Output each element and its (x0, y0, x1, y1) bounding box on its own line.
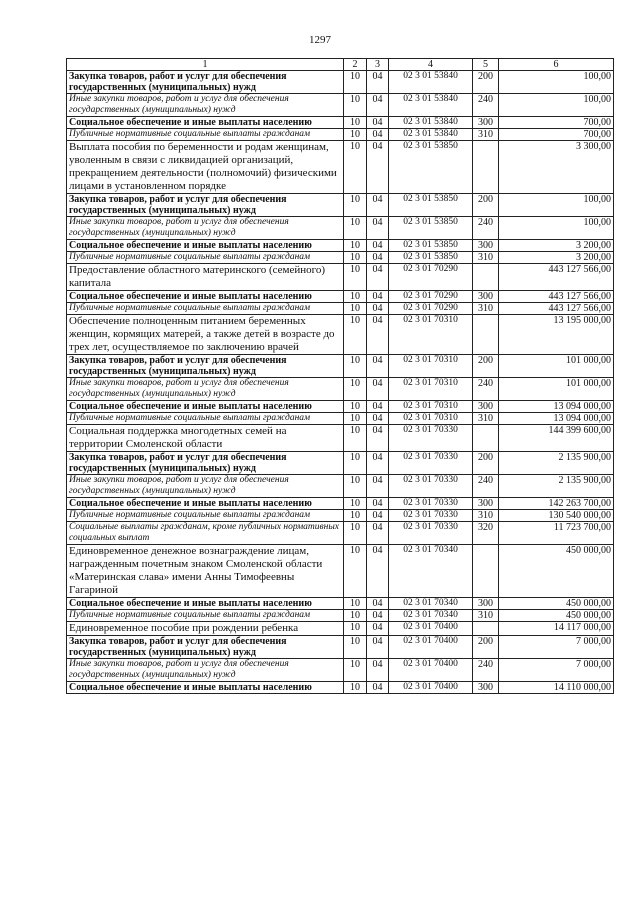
cell-target-article: 02 3 01 70330 (389, 425, 473, 452)
cell-name: Социальное обеспечение и иные выплаты населению (67, 498, 344, 510)
cell-name: Закупка товаров, работ и услуг для обеспечения государственных (муниципальных) нужд (67, 71, 344, 94)
cell-expense-type: 200 (473, 355, 499, 378)
cell-subsection: 04 (367, 522, 389, 545)
cell-target-article: 02 3 01 53840 (389, 71, 473, 94)
cell-expense-type: 310 (473, 610, 499, 622)
cell-subsection: 04 (367, 264, 389, 291)
cell-amount: 2 135 900,00 (499, 452, 614, 475)
table-row (67, 498, 614, 510)
cell-target-article: 02 3 01 53850 (389, 252, 473, 264)
table-row (67, 659, 614, 682)
header-cell: 1 (67, 59, 344, 71)
cell-section: 10 (344, 252, 367, 264)
table-row (67, 425, 614, 452)
table-row (67, 636, 614, 659)
cell-subsection: 04 (367, 401, 389, 413)
table-row (67, 240, 614, 252)
cell-expense-type: 240 (473, 659, 499, 682)
table-row (67, 682, 614, 694)
cell-target-article: 02 3 01 53850 (389, 194, 473, 217)
cell-name: Социальная поддержка многодетных семей на территории Смоленской области (67, 425, 344, 452)
cell-section: 10 (344, 659, 367, 682)
cell-expense-type: 200 (473, 452, 499, 475)
cell-amount: 450 000,00 (499, 598, 614, 610)
cell-amount: 2 135 900,00 (499, 475, 614, 498)
cell-subsection: 04 (367, 545, 389, 598)
table-row (67, 413, 614, 425)
cell-amount: 3 300,00 (499, 141, 614, 194)
table-row (67, 522, 614, 545)
cell-amount: 3 200,00 (499, 240, 614, 252)
cell-amount: 100,00 (499, 217, 614, 240)
header-cell: 4 (389, 59, 473, 71)
cell-section: 10 (344, 682, 367, 694)
cell-name: Иные закупки товаров, работ и услуг для обеспечения государственных (муниципальных) нужд (67, 378, 344, 401)
cell-target-article: 02 3 01 70290 (389, 291, 473, 303)
cell-subsection: 04 (367, 452, 389, 475)
cell-section: 10 (344, 291, 367, 303)
cell-target-article: 02 3 01 70340 (389, 610, 473, 622)
cell-section: 10 (344, 452, 367, 475)
cell-expense-type: 300 (473, 240, 499, 252)
cell-amount: 450 000,00 (499, 610, 614, 622)
cell-subsection: 04 (367, 315, 389, 355)
cell-subsection: 04 (367, 94, 389, 117)
table-row (67, 378, 614, 401)
cell-expense-type (473, 264, 499, 291)
cell-expense-type: 200 (473, 194, 499, 217)
cell-section: 10 (344, 315, 367, 355)
cell-name: Иные закупки товаров, работ и услуг для обеспечения государственных (муниципальных) нужд (67, 475, 344, 498)
cell-target-article: 02 3 01 70310 (389, 401, 473, 413)
cell-amount: 443 127 566,00 (499, 291, 614, 303)
cell-target-article: 02 3 01 70330 (389, 498, 473, 510)
cell-expense-type (473, 425, 499, 452)
cell-target-article: 02 3 01 70400 (389, 682, 473, 694)
cell-section: 10 (344, 378, 367, 401)
cell-section: 10 (344, 129, 367, 141)
cell-section: 10 (344, 636, 367, 659)
cell-section: 10 (344, 413, 367, 425)
cell-name: Закупка товаров, работ и услуг для обеспечения государственных (муниципальных) нужд (67, 194, 344, 217)
cell-name: Закупка товаров, работ и услуг для обеспечения государственных (муниципальных) нужд (67, 355, 344, 378)
cell-section: 10 (344, 522, 367, 545)
cell-target-article: 02 3 01 70290 (389, 303, 473, 315)
cell-name: Выплата пособия по беременности и родам женщинам, уволенным в связи с ликвидацией организаций, прекращением деятельности (полномочий) физическими лицами в установленном порядке (67, 141, 344, 194)
cell-target-article: 02 3 01 70310 (389, 413, 473, 425)
cell-section: 10 (344, 264, 367, 291)
table-row (67, 622, 614, 636)
cell-amount: 14 110 000,00 (499, 682, 614, 694)
cell-subsection: 04 (367, 475, 389, 498)
cell-target-article: 02 3 01 70340 (389, 545, 473, 598)
cell-expense-type: 240 (473, 94, 499, 117)
cell-section: 10 (344, 545, 367, 598)
cell-amount: 450 000,00 (499, 545, 614, 598)
cell-target-article: 02 3 01 70310 (389, 315, 473, 355)
cell-amount: 13 094 000,00 (499, 401, 614, 413)
cell-section: 10 (344, 217, 367, 240)
cell-amount: 100,00 (499, 194, 614, 217)
cell-target-article: 02 3 01 70330 (389, 510, 473, 522)
cell-expense-type: 200 (473, 636, 499, 659)
cell-amount: 13 094 000,00 (499, 413, 614, 425)
cell-subsection: 04 (367, 659, 389, 682)
cell-amount: 443 127 566,00 (499, 303, 614, 315)
cell-subsection: 04 (367, 413, 389, 425)
cell-amount: 130 540 000,00 (499, 510, 614, 522)
cell-expense-type: 310 (473, 413, 499, 425)
cell-target-article: 02 3 01 70400 (389, 659, 473, 682)
cell-target-article: 02 3 01 70400 (389, 636, 473, 659)
cell-amount: 443 127 566,00 (499, 264, 614, 291)
cell-subsection: 04 (367, 610, 389, 622)
cell-expense-type: 240 (473, 217, 499, 240)
table-row (67, 141, 614, 194)
cell-amount: 3 200,00 (499, 252, 614, 264)
cell-expense-type: 320 (473, 522, 499, 545)
cell-expense-type (473, 545, 499, 598)
cell-section: 10 (344, 141, 367, 194)
table-row (67, 598, 614, 610)
cell-subsection: 04 (367, 303, 389, 315)
header-cell: 6 (499, 59, 614, 71)
cell-amount: 14 117 000,00 (499, 622, 614, 636)
cell-section: 10 (344, 94, 367, 117)
cell-target-article: 02 3 01 70330 (389, 475, 473, 498)
cell-name: Публичные нормативные социальные выплаты гражданам (67, 510, 344, 522)
table-row (67, 401, 614, 413)
page-number: 1297 (309, 34, 331, 46)
table-row (67, 545, 614, 598)
cell-name: Публичные нормативные социальные выплаты гражданам (67, 129, 344, 141)
cell-name: Иные закупки товаров, работ и услуг для обеспечения государственных (муниципальных) нужд (67, 659, 344, 682)
cell-section: 10 (344, 401, 367, 413)
cell-expense-type: 310 (473, 303, 499, 315)
cell-subsection: 04 (367, 425, 389, 452)
cell-target-article: 02 3 01 53850 (389, 240, 473, 252)
cell-target-article: 02 3 01 70400 (389, 622, 473, 636)
cell-expense-type: 310 (473, 510, 499, 522)
cell-amount: 144 399 600,00 (499, 425, 614, 452)
cell-name: Публичные нормативные социальные выплаты гражданам (67, 252, 344, 264)
cell-section: 10 (344, 117, 367, 129)
cell-target-article: 02 3 01 70310 (389, 378, 473, 401)
cell-name: Единовременное пособие при рождении ребенка (67, 622, 344, 636)
cell-name: Социальное обеспечение и иные выплаты населению (67, 682, 344, 694)
cell-name: Социальные выплаты гражданам, кроме публичных нормативных социальных выплат (67, 522, 344, 545)
table-row (67, 610, 614, 622)
cell-section: 10 (344, 622, 367, 636)
cell-subsection: 04 (367, 291, 389, 303)
cell-subsection: 04 (367, 636, 389, 659)
cell-expense-type: 300 (473, 498, 499, 510)
cell-subsection: 04 (367, 141, 389, 194)
cell-amount: 7 000,00 (499, 636, 614, 659)
table-row (67, 291, 614, 303)
cell-name: Социальное обеспечение и иные выплаты населению (67, 598, 344, 610)
cell-expense-type (473, 141, 499, 194)
cell-amount: 7 000,00 (499, 659, 614, 682)
cell-expense-type: 310 (473, 129, 499, 141)
cell-subsection: 04 (367, 682, 389, 694)
cell-expense-type: 300 (473, 291, 499, 303)
cell-subsection: 04 (367, 217, 389, 240)
table-row (67, 315, 614, 355)
table-row (67, 264, 614, 291)
table-row (67, 71, 614, 94)
cell-name: Публичные нормативные социальные выплаты гражданам (67, 303, 344, 315)
cell-expense-type: 300 (473, 117, 499, 129)
cell-expense-type: 310 (473, 252, 499, 264)
cell-name: Закупка товаров, работ и услуг для обеспечения государственных (муниципальных) нужд (67, 636, 344, 659)
cell-section: 10 (344, 475, 367, 498)
table-row (67, 452, 614, 475)
cell-subsection: 04 (367, 194, 389, 217)
cell-amount: 700,00 (499, 117, 614, 129)
header-cell: 2 (344, 59, 367, 71)
cell-name: Социальное обеспечение и иные выплаты населению (67, 117, 344, 129)
cell-target-article: 02 3 01 70340 (389, 598, 473, 610)
cell-target-article: 02 3 01 70290 (389, 264, 473, 291)
cell-subsection: 04 (367, 117, 389, 129)
cell-target-article: 02 3 01 70330 (389, 522, 473, 545)
cell-section: 10 (344, 425, 367, 452)
table-row (67, 129, 614, 141)
table-row (67, 303, 614, 315)
table-row (67, 355, 614, 378)
cell-amount: 100,00 (499, 94, 614, 117)
cell-target-article: 02 3 01 70310 (389, 355, 473, 378)
cell-amount: 142 263 700,00 (499, 498, 614, 510)
table-row (67, 252, 614, 264)
header-cell: 3 (367, 59, 389, 71)
cell-section: 10 (344, 510, 367, 522)
cell-expense-type: 200 (473, 71, 499, 94)
cell-section: 10 (344, 610, 367, 622)
cell-subsection: 04 (367, 510, 389, 522)
cell-name: Закупка товаров, работ и услуг для обеспечения государственных (муниципальных) нужд (67, 452, 344, 475)
cell-amount: 100,00 (499, 71, 614, 94)
cell-expense-type: 300 (473, 598, 499, 610)
cell-amount: 101 000,00 (499, 378, 614, 401)
cell-subsection: 04 (367, 622, 389, 636)
cell-subsection: 04 (367, 71, 389, 94)
table-row (67, 217, 614, 240)
table-row (67, 117, 614, 129)
cell-section: 10 (344, 240, 367, 252)
cell-expense-type (473, 622, 499, 636)
cell-target-article: 02 3 01 53840 (389, 129, 473, 141)
cell-subsection: 04 (367, 252, 389, 264)
cell-target-article: 02 3 01 70330 (389, 452, 473, 475)
budget-table (66, 58, 614, 694)
header-cell: 5 (473, 59, 499, 71)
cell-amount: 700,00 (499, 129, 614, 141)
cell-name: Предоставление областного материнского (семейного) капитала (67, 264, 344, 291)
table-row (67, 475, 614, 498)
cell-name: Социальное обеспечение и иные выплаты населению (67, 291, 344, 303)
cell-subsection: 04 (367, 240, 389, 252)
cell-subsection: 04 (367, 498, 389, 510)
cell-name: Иные закупки товаров, работ и услуг для обеспечения государственных (муниципальных) нужд (67, 94, 344, 117)
cell-expense-type: 240 (473, 378, 499, 401)
header-row (67, 59, 614, 71)
table-row (67, 510, 614, 522)
cell-name: Единовременное денежное вознаграждение лицам, награжденным почетным знаком Смоленской области «Материнская слава» имени Анны Тимофеевны Гагариной (67, 545, 344, 598)
cell-amount: 101 000,00 (499, 355, 614, 378)
cell-expense-type: 300 (473, 682, 499, 694)
cell-name: Публичные нормативные социальные выплаты гражданам (67, 413, 344, 425)
cell-section: 10 (344, 194, 367, 217)
cell-name: Обеспечение полноценным питанием беременных женщин, кормящих матерей, а также детей в возрасте до трех лет, осуществляемое по заключению врачей (67, 315, 344, 355)
cell-name: Публичные нормативные социальные выплаты гражданам (67, 610, 344, 622)
cell-name: Социальное обеспечение и иные выплаты населению (67, 401, 344, 413)
cell-amount: 13 195 000,00 (499, 315, 614, 355)
cell-target-article: 02 3 01 53840 (389, 117, 473, 129)
table-row (67, 194, 614, 217)
table-row (67, 94, 614, 117)
cell-expense-type (473, 315, 499, 355)
cell-section: 10 (344, 355, 367, 378)
cell-subsection: 04 (367, 598, 389, 610)
cell-expense-type: 240 (473, 475, 499, 498)
cell-amount: 11 723 700,00 (499, 522, 614, 545)
cell-subsection: 04 (367, 355, 389, 378)
cell-target-article: 02 3 01 53850 (389, 141, 473, 194)
cell-section: 10 (344, 303, 367, 315)
cell-target-article: 02 3 01 53840 (389, 94, 473, 117)
cell-section: 10 (344, 71, 367, 94)
cell-subsection: 04 (367, 129, 389, 141)
cell-subsection: 04 (367, 378, 389, 401)
cell-expense-type: 300 (473, 401, 499, 413)
cell-name: Социальное обеспечение и иные выплаты населению (67, 240, 344, 252)
cell-name: Иные закупки товаров, работ и услуг для обеспечения государственных (муниципальных) нужд (67, 217, 344, 240)
cell-section: 10 (344, 598, 367, 610)
cell-target-article: 02 3 01 53850 (389, 217, 473, 240)
cell-section: 10 (344, 498, 367, 510)
